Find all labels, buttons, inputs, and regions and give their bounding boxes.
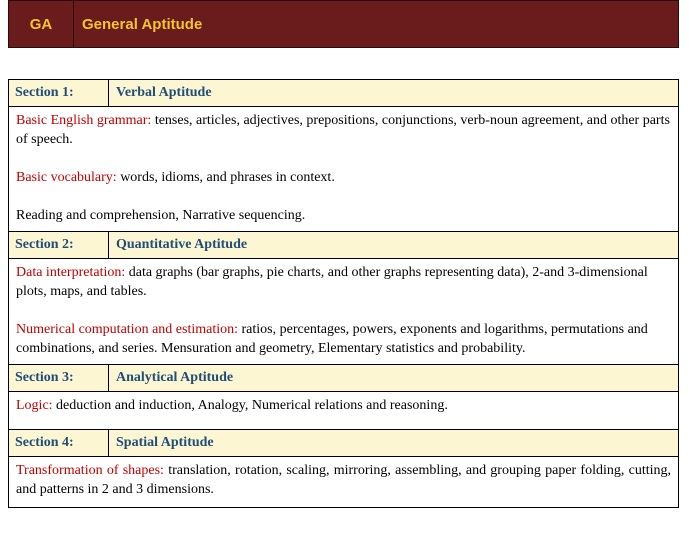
paper-code: GA <box>9 1 74 47</box>
section-name: Spatial Aptitude <box>116 435 214 450</box>
section-number: Section 4: <box>9 430 109 456</box>
topic-lead: Transformation of shapes: <box>16 463 164 478</box>
topic-paragraph <box>16 263 671 301</box>
section-name: Verbal Aptitude <box>116 85 212 100</box>
topic-lead: Basic English grammar: <box>16 113 152 128</box>
section-4-header <box>9 430 678 457</box>
topic-lead: Data interpretation: <box>16 265 126 280</box>
topic-text: words, idioms, and phrases in context. <box>116 170 335 185</box>
topic-text: tenses, articles, adjectives, prepositions, conjunctions, verb-noun agreement, and other parts of speech. <box>16 113 670 147</box>
topic-paragraph <box>16 206 671 225</box>
section-name: Quantitative Aptitude <box>116 237 248 252</box>
topic-text: deduction and induction, Analogy, Numerical relations and reasoning. <box>52 398 448 413</box>
topic-paragraph <box>16 461 671 499</box>
paper-title: General Aptitude <box>82 15 203 33</box>
section-name: Analytical Aptitude <box>116 370 234 385</box>
topic-lead: Basic vocabulary: <box>16 170 117 185</box>
topic-text: translation, rotation, scaling, mirroring, assembling, and grouping paper folding, cutting, and patterns in 2 and 3 dimensions. <box>16 463 671 497</box>
topic-text: data graphs (bar graphs, pie charts, and other graphs representing data), 2-and 3-dimensional plots, maps, and tables. <box>16 265 648 299</box>
topic-text: ratios, percentages, powers, exponents and logarithms, permutations and combinations, and series. Mensuration and geometry, Elementary statistics and probability. <box>16 322 648 356</box>
topic-paragraph <box>16 396 671 415</box>
section-2-body <box>9 259 678 365</box>
topic-text: Reading and comprehension, Narrative sequencing. <box>16 208 306 223</box>
section-number: Section 2: <box>9 232 109 258</box>
section-3-body <box>9 392 678 430</box>
topic-paragraph <box>16 168 671 187</box>
section-3-header <box>9 365 678 392</box>
header-banner <box>8 0 679 48</box>
topic-lead: Logic: <box>16 398 53 413</box>
section-4-body <box>9 457 678 507</box>
topic-paragraph <box>16 320 671 358</box>
section-number: Section 1: <box>9 80 109 106</box>
syllabus-table <box>8 79 679 508</box>
topic-paragraph <box>16 111 671 149</box>
topic-lead: Numerical computation and estimation: <box>16 322 238 337</box>
section-number: Section 3: <box>9 365 109 391</box>
section-2-header <box>9 232 678 259</box>
section-1-body <box>9 107 678 232</box>
section-1-header <box>9 80 678 107</box>
